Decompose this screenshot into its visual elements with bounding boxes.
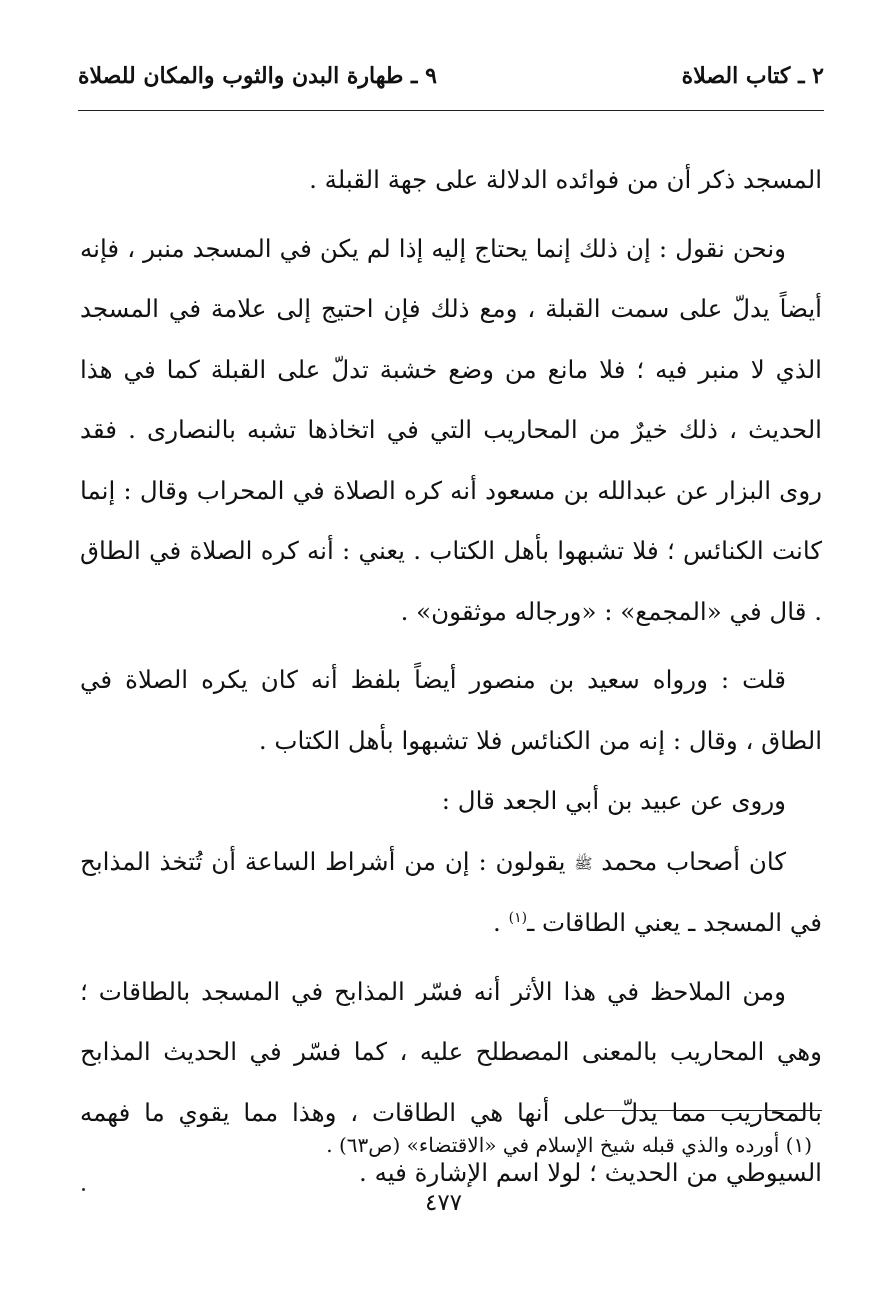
chapter-title: ٢ ـ كتاب الصلاة <box>681 63 824 89</box>
paragraph-gap <box>80 642 822 650</box>
paragraph-4: وروى عن عبيد بن أبي الجعد قال : <box>441 786 786 815</box>
honorific-glyph: ﷺ <box>574 853 593 872</box>
paragraph-1: المسجد ذكر أن من فوائده الدلالة على جهة القبلة . <box>309 165 822 194</box>
paragraph-2: ونحن نقول : إن ذلك إنما يحتاج إليه إذا لم يكن في المسجد منبر ، فإنه أيضاً يدلّ على سمت القبلة ، ومع ذلك فإن احتيج إلى علامة في المسجد الذي لا منبر فيه ؛ فلا مانع من وضع خشبة تدلّ على القبلة كما في هذا الحديث ، ذلك خيرٌ من المحاريب التي في اتخاذها تشبه بالنصارى . فقد روى البزار عن عبدالله بن مسعود أنه كره الصلاة في المحراب وقال : إنما كانت الكنائس ؛ فلا تشبهوا بأهل الكتاب . يعني : أنه كره الصلاة في الطاق . قال في «المجمع» : «ورجاله موثقون» . <box>80 233 822 626</box>
quote-end: . <box>493 908 509 938</box>
paragraph-3: قلت : ورواه سعيد بن منصور أيضاً بلفظ أنه كان يكره الصلاة في الطاق ، وقال : إنه من الكنائس فلا تشبهوا بأهل الكتاب . <box>80 665 822 755</box>
quote-part-1: كان أصحاب محمد <box>601 846 786 876</box>
footnote-reference[interactable]: (١) <box>508 910 528 927</box>
paragraph-5: ومن الملاحظ في هذا الأثر أنه فسّر المذابح في المسجد بالطاقات ؛ وهي المحاريب بالمعنى المصطلح عليه ، كما فسّر في الحديث المذابح بالمحاريب مما يدلّ على أنها هي الطاقات ، وهذا مما يقوي ما فهمه السيوطي من الحديث ؛ لولا اسم الإشارة فيه . <box>80 976 822 1188</box>
paragraph-gap <box>80 211 822 219</box>
paragraph-gap <box>80 954 822 962</box>
header-rule <box>78 110 824 111</box>
page-number: ٤٧٧ <box>424 1190 463 1216</box>
footnote-rule <box>600 1110 822 1111</box>
quoted-narration <box>80 832 822 954</box>
main-text <box>80 150 822 1204</box>
quote-part-2: يقولون : إن من أشراط الساعة أن تُتخذ المذابح في المسجد ـ يعني الطاقات ـ <box>80 846 822 938</box>
section-title: ٩ ـ طهارة البدن والثوب والمكان للصلاة <box>78 63 437 89</box>
running-header <box>78 56 824 96</box>
footnote: (١) أورده والذي قبله شيخ الإسلام في «الاقتضاء» (ص٦٣) . <box>326 1133 812 1157</box>
